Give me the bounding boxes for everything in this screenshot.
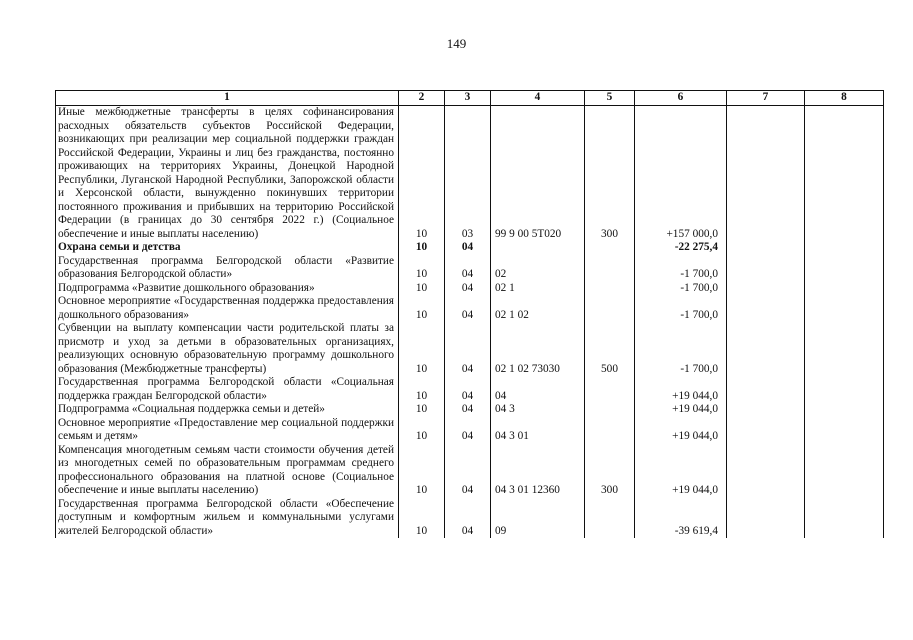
table-row	[56, 295, 884, 322]
header-col-1: 1	[56, 91, 399, 106]
row-amount: -1 700,0	[635, 255, 727, 282]
row-expense-type	[585, 376, 635, 403]
row-target-code: 04 3 01	[491, 417, 585, 444]
row-section: 10	[399, 295, 445, 322]
row-section: 10	[399, 403, 445, 417]
table-row	[56, 376, 884, 403]
table-row	[56, 498, 884, 539]
row-col-7	[727, 322, 805, 376]
row-name: Государственная программа Белгородской области «Социальная поддержка граждан Белгородской области»	[56, 376, 399, 403]
row-subsection: 04	[445, 444, 491, 498]
header-col-8: 8	[805, 91, 884, 106]
row-expense-type	[585, 498, 635, 539]
header-col-5: 5	[585, 91, 635, 106]
row-amount: +19 044,0	[635, 444, 727, 498]
row-subsection: 04	[445, 417, 491, 444]
row-col-7	[727, 106, 805, 242]
row-subsection: 04	[445, 282, 491, 296]
row-subsection: 03	[445, 106, 491, 242]
row-subsection: 04	[445, 376, 491, 403]
row-col-7	[727, 241, 805, 255]
row-name: Иные межбюджетные трансферты в целях софинансирования расходных обязательств субъектов Российской Федерации, возникающих при реализации мер социальной поддержки граждан Российской Федерации, Украины и лиц без гражданства, постоянно проживающих на территориях Украины, Донецкой Народной Республики, Луганской Народной Республики, Запорожской области и Херсонской области, вынужденно покинувших территории постоянного проживания и прибывших на территорию Российской Федерации (в границах до 30 сентября 2022 г.) (Социальное обеспечение и иные выплаты населению)	[56, 106, 399, 242]
row-expense-type	[585, 255, 635, 282]
row-col-7	[727, 498, 805, 539]
table-row	[56, 282, 884, 296]
row-amount: -22 275,4	[635, 241, 727, 255]
row-section: 10	[399, 106, 445, 242]
row-name: Государственная программа Белгородской области «Обеспечение доступным и комфортным жильем и коммунальными услугами жителей Белгородской области»	[56, 498, 399, 539]
row-amount: -1 700,0	[635, 295, 727, 322]
table-body	[56, 106, 884, 539]
row-name: Охрана семьи и детства	[56, 241, 399, 255]
row-expense-type: 300	[585, 106, 635, 242]
table-row	[56, 403, 884, 417]
row-section: 10	[399, 255, 445, 282]
row-amount: +19 044,0	[635, 376, 727, 403]
row-col-7	[727, 417, 805, 444]
row-target-code: 04 3 01 12360	[491, 444, 585, 498]
budget-table	[55, 90, 884, 538]
row-col-8	[805, 282, 884, 296]
row-col-8	[805, 106, 884, 242]
row-amount: -1 700,0	[635, 322, 727, 376]
row-expense-type	[585, 241, 635, 255]
row-col-7	[727, 295, 805, 322]
table-row	[56, 322, 884, 376]
row-col-8	[805, 376, 884, 403]
row-subsection: 04	[445, 403, 491, 417]
row-subsection: 04	[445, 322, 491, 376]
page-number: 149	[446, 36, 467, 51]
header-col-3: 3	[445, 91, 491, 106]
row-section: 10	[399, 417, 445, 444]
row-target-code: 02 1 02	[491, 295, 585, 322]
header-col-2: 2	[399, 91, 445, 106]
row-section: 10	[399, 376, 445, 403]
row-amount: -1 700,0	[635, 282, 727, 296]
table-row	[56, 255, 884, 282]
row-subsection: 04	[445, 498, 491, 539]
row-target-code	[491, 241, 585, 255]
row-col-8	[805, 498, 884, 539]
row-target-code: 04 3	[491, 403, 585, 417]
row-name: Субвенции на выплату компенсации части родительской платы за присмотр и уход за детьми в образовательных организациях, реализующих основную образовательную программу дошкольного образования (Межбюджетные трансферты)	[56, 322, 399, 376]
row-name: Подпрограмма «Развитие дошкольного образования»	[56, 282, 399, 296]
row-col-7	[727, 444, 805, 498]
table-row	[56, 444, 884, 498]
table-row	[56, 241, 884, 255]
row-subsection: 04	[445, 295, 491, 322]
row-expense-type: 500	[585, 322, 635, 376]
row-col-7	[727, 282, 805, 296]
row-expense-type	[585, 417, 635, 444]
row-name: Компенсация многодетным семьям части стоимости обучения детей из многодетных семей по образовательным программам среднего профессионального образования на платной основе (Социальное обеспечение и иные выплаты населению)	[56, 444, 399, 498]
row-target-code: 04	[491, 376, 585, 403]
row-section: 10	[399, 498, 445, 539]
row-subsection: 04	[445, 241, 491, 255]
row-name: Подпрограмма «Социальная поддержка семьи и детей»	[56, 403, 399, 417]
row-expense-type	[585, 295, 635, 322]
header-row	[56, 91, 884, 106]
row-col-8	[805, 322, 884, 376]
row-col-7	[727, 255, 805, 282]
row-target-code: 99 9 00 5Т020	[491, 106, 585, 242]
row-col-8	[805, 255, 884, 282]
row-amount: +19 044,0	[635, 417, 727, 444]
table-row	[56, 106, 884, 242]
header-col-4: 4	[491, 91, 585, 106]
row-col-8	[805, 417, 884, 444]
row-amount: -39 619,4	[635, 498, 727, 539]
row-col-8	[805, 295, 884, 322]
row-section: 10	[399, 444, 445, 498]
row-target-code: 02 1 02 73030	[491, 322, 585, 376]
row-col-7	[727, 376, 805, 403]
row-section: 10	[399, 282, 445, 296]
table-row	[56, 417, 884, 444]
row-col-8	[805, 444, 884, 498]
row-section: 10	[399, 241, 445, 255]
row-col-8	[805, 241, 884, 255]
row-expense-type	[585, 403, 635, 417]
row-amount: +19 044,0	[635, 403, 727, 417]
row-subsection: 04	[445, 255, 491, 282]
row-target-code: 02	[491, 255, 585, 282]
row-name: Основное мероприятие «Предоставление мер социальной поддержки семьям и детям»	[56, 417, 399, 444]
header-col-7: 7	[727, 91, 805, 106]
row-col-7	[727, 403, 805, 417]
row-expense-type	[585, 282, 635, 296]
row-target-code: 02 1	[491, 282, 585, 296]
row-expense-type: 300	[585, 444, 635, 498]
row-amount: +157 000,0	[635, 106, 727, 242]
row-name: Основное мероприятие «Государственная поддержка предоставления дошкольного образования»	[56, 295, 399, 322]
row-name: Государственная программа Белгородской области «Развитие образования Белгородской области»	[56, 255, 399, 282]
row-target-code: 09	[491, 498, 585, 539]
row-col-8	[805, 403, 884, 417]
row-section: 10	[399, 322, 445, 376]
header-col-6: 6	[635, 91, 727, 106]
